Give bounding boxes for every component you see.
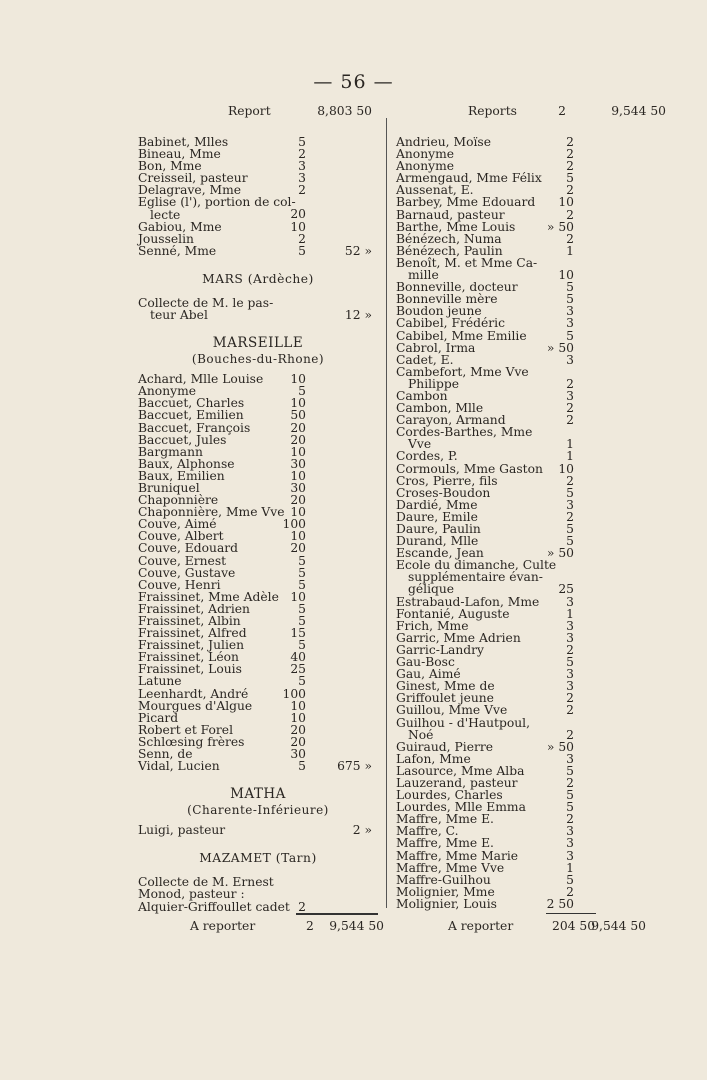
amount: 2 50: [546, 896, 574, 911]
donor-name: Bineau, Mme: [138, 147, 221, 162]
amount: 10: [290, 529, 306, 544]
donor-name: Anonyme: [396, 159, 455, 174]
donor-name: Molignier, Mme: [396, 884, 495, 899]
report-row: [396, 104, 666, 121]
amount: 40: [290, 650, 306, 665]
list-item: [396, 330, 648, 342]
donor-name: Baccuet, Jules: [138, 432, 227, 447]
donor-name: Creisseil, pasteur: [138, 171, 248, 186]
amount: 2: [298, 899, 306, 914]
donor-name-continued: mille: [408, 268, 439, 283]
report-total: 8,803 50: [317, 104, 372, 118]
list-item: [396, 487, 648, 499]
donor-name: Couve, Edouard: [138, 541, 239, 556]
donor-name: Fraissinet, Léon: [138, 650, 239, 665]
amount: 2: [566, 147, 574, 162]
amount: 1: [566, 606, 574, 621]
amount: 2: [566, 812, 574, 827]
footer-left: [138, 919, 384, 939]
donor-name: Maffre, Mme Vve: [396, 860, 505, 875]
list-item: [138, 760, 378, 772]
amount: 2: [566, 183, 574, 198]
amount: 20: [290, 734, 306, 749]
donor-name: Maffre, C.: [396, 824, 459, 839]
donor-name-continued: Noé: [408, 727, 434, 742]
footer-label: A reporter: [190, 919, 256, 933]
donor-name: Couve, Ernest: [138, 553, 227, 568]
donor-name: Maffre, Mme E.: [396, 836, 494, 851]
amount: 20: [290, 432, 306, 447]
donor-name: Latune: [138, 674, 182, 689]
donor-name: Bargmann: [138, 444, 203, 459]
donor-name: Guilhou - d'Hautpoul,: [396, 715, 531, 730]
donor-name: Fraissinet, Mme Adèle: [138, 589, 279, 604]
donor-name: Griffoulet jeune: [396, 691, 494, 706]
amount: 1: [566, 449, 574, 464]
donor-name: Fraissinet, Louis: [138, 662, 242, 677]
donor-name-continued: gélique: [408, 582, 455, 597]
list-item: [396, 221, 648, 233]
donor-name: Baccuet, Emilien: [138, 408, 244, 423]
list-item: [138, 196, 378, 220]
list-item: [396, 608, 648, 620]
amount: 2: [298, 183, 306, 198]
amount: 5: [298, 553, 306, 568]
amount: 2: [566, 691, 574, 706]
footer-label: A reporter: [448, 919, 514, 933]
donor-name: Senn, de: [138, 747, 193, 762]
list-item: [396, 196, 648, 208]
list-item: [396, 704, 648, 716]
donor-name: Maffre, Mme Marie: [396, 848, 519, 863]
list-item: [396, 317, 648, 329]
donor-name: Croses-Boudon: [396, 485, 491, 500]
amount: 2: [566, 884, 574, 899]
right-entries: [396, 136, 648, 910]
donor-name: Cadet, E.: [396, 352, 454, 367]
amount: 10: [290, 444, 306, 459]
list-item: [396, 717, 648, 741]
donor-name: Collecte de M. Ernest: [138, 875, 274, 890]
report-label: Reports: [468, 104, 517, 118]
donor-name: Bon, Mme: [138, 159, 202, 174]
donor-name: Collecte de M. le pas-: [138, 295, 274, 310]
list-item: [138, 888, 378, 900]
donor-name: Senné, Mme: [138, 243, 217, 258]
amount: 5: [298, 243, 306, 258]
report-row: [138, 104, 378, 121]
donor-name: Baux, Alphonse: [138, 456, 235, 471]
amount: 20: [290, 420, 306, 435]
subtotal: 52 »: [344, 243, 372, 258]
list-item: [138, 567, 378, 579]
amount: 10: [290, 710, 306, 725]
donor-name: Maffre-Guilhou: [396, 872, 491, 887]
amount: 10: [290, 589, 306, 604]
amount: 5: [566, 485, 574, 500]
list-item: [396, 596, 648, 608]
list-item: [396, 463, 648, 475]
list-item: [396, 898, 648, 910]
donor-name: Benoît, M. et Mme Ca-: [396, 255, 538, 270]
amount: » 50: [546, 219, 574, 234]
donor-name: Barbey, Mme Edouard: [396, 195, 536, 210]
amount: 50: [290, 408, 306, 423]
donor-name: Jousselin: [138, 231, 194, 246]
donor-name: Gau-Bosc: [396, 655, 455, 670]
amount: 3: [566, 352, 574, 367]
amount: 2: [566, 231, 574, 246]
donor-name-continued: teur Abel: [150, 308, 208, 323]
donor-name: Boudon jeune: [396, 304, 482, 319]
amount: 3: [566, 618, 574, 633]
donor-name: Chaponnière: [138, 493, 219, 508]
donor-name: Lasource, Mme Alba: [396, 763, 525, 778]
list-item: [138, 221, 378, 233]
donor-name: Armengaud, Mme Félix: [396, 171, 542, 186]
amount: 2: [298, 231, 306, 246]
donor-name: Guillou, Mme Vve: [396, 703, 508, 718]
list-item: [396, 354, 648, 366]
donor-name-continued: lecte: [150, 207, 181, 222]
amount: » 50: [546, 739, 574, 754]
donor-name: Cormouls, Mme Gaston: [396, 461, 543, 476]
amount: 25: [290, 662, 306, 677]
donor-name: Delagrave, Mme: [138, 183, 242, 198]
list-item: [396, 209, 648, 221]
list-item: [138, 700, 378, 712]
amount: 3: [566, 824, 574, 839]
amount: 5: [298, 577, 306, 592]
amount: 10: [558, 195, 574, 210]
donor-name: Monod, pasteur :: [138, 887, 245, 902]
list-item: [396, 475, 648, 487]
page-number: — 56 —: [313, 71, 394, 93]
footer-rule: [296, 913, 378, 915]
left-groups: [138, 136, 378, 917]
list-item: [138, 824, 378, 836]
donor-name: Bénézech, Numa: [396, 231, 502, 246]
amount: 5: [298, 384, 306, 399]
list-item: [138, 579, 378, 591]
amount: 5: [298, 135, 306, 149]
donor-name: Couve, Henri: [138, 577, 221, 592]
amount: 3: [566, 679, 574, 694]
donor-name: Daure, Paulin: [396, 522, 481, 536]
donor-name: Cambon, Mlle: [396, 401, 484, 416]
amount: 10: [558, 461, 574, 476]
donor-name: Anonyme: [138, 384, 197, 399]
donor-name: Couve, Aimé: [138, 517, 217, 532]
donor-name: Cros, Pierre, fils: [396, 473, 498, 488]
list-item: [396, 257, 648, 281]
donor-name: Escande, Jean: [396, 546, 484, 561]
donor-name: Bruniquel: [138, 480, 200, 495]
amount: 3: [566, 316, 574, 331]
donor-name: Barthe, Mme Louis: [396, 219, 516, 234]
section-heading: MAZAMET (Tarn): [199, 851, 317, 866]
amount: 1: [566, 860, 574, 875]
list-item: [138, 688, 378, 700]
amount: 5: [566, 292, 574, 307]
amount: 10: [290, 372, 306, 387]
donor-name: Durand, Mlle: [396, 534, 479, 549]
donor-name: Ecole du dimanche, Culte: [396, 558, 557, 573]
donor-name: Bonneville, docteur: [396, 280, 518, 295]
list-item: [138, 245, 378, 257]
donor-name: Gabiou, Mme: [138, 219, 222, 234]
amount: 2: [566, 775, 574, 790]
list-item: [138, 542, 378, 554]
amount: 3: [566, 388, 574, 403]
list-item: [396, 450, 648, 462]
list-item: [396, 850, 648, 862]
amount: 2: [566, 473, 574, 488]
column-divider: [386, 118, 387, 908]
donor-name: Baccuet, François: [138, 420, 251, 435]
amount: 3: [566, 836, 574, 851]
list-item: [396, 559, 648, 595]
donor-name: Cabibel, Mme Emilie: [396, 328, 527, 343]
amount: 5: [566, 788, 574, 803]
donor-name: Lourdes, Charles: [396, 788, 503, 803]
amount: 20: [290, 207, 306, 222]
amount: 10: [290, 468, 306, 483]
donor-name: Baux, Emilien: [138, 468, 225, 483]
amount: 2: [566, 135, 574, 149]
donor-name: Cambefort, Mme Vve: [396, 364, 529, 379]
donor-name: Carayon, Armand: [396, 413, 506, 428]
amount: 25: [558, 582, 574, 597]
amount: 2: [566, 642, 574, 657]
subtotal: 12 »: [344, 307, 372, 322]
donor-name: Fraissinet, Julien: [138, 638, 245, 653]
report-label: Report: [228, 104, 271, 118]
left-column: [138, 104, 378, 917]
section-subheading: (Bouches-du-Rhone): [191, 352, 325, 367]
donor-name: Leenhardt, André: [138, 686, 249, 701]
donor-name: Vidal, Lucien: [138, 759, 220, 774]
amount: 10: [290, 505, 306, 520]
amount: 3: [566, 497, 574, 512]
amount: 2: [566, 159, 574, 174]
donor-name: Fontanié, Auguste: [396, 606, 510, 621]
donor-name: Barnaud, pasteur: [396, 207, 505, 222]
amount: 5: [566, 763, 574, 778]
donor-name: Schlœsing frères: [138, 734, 245, 749]
list-item: [138, 446, 378, 458]
amount: 5: [566, 534, 574, 549]
amount: 5: [566, 655, 574, 670]
amount: 20: [290, 493, 306, 508]
donor-name: Achard, Mlle Louise: [138, 372, 264, 387]
amount: 5: [298, 638, 306, 653]
list-item: [138, 434, 378, 446]
donor-name: Anonyme: [396, 147, 455, 162]
donor-name: Ginest, Mme de: [396, 679, 495, 694]
list-item: [138, 422, 378, 434]
amount: 5: [298, 759, 306, 774]
donor-name: Bonneville mère: [396, 292, 498, 307]
amount: 100: [282, 517, 306, 532]
donor-name: Dardié, Mme: [396, 497, 478, 512]
donor-name: Garric, Mme Adrien: [396, 630, 521, 645]
donor-name: Daure, Emile: [396, 509, 478, 524]
subtotal: 2 »: [352, 823, 372, 838]
amount: 5: [566, 522, 574, 536]
amount: 5: [566, 280, 574, 295]
amount: 10: [290, 698, 306, 713]
donor-name: Cabibel, Frédéric: [396, 316, 505, 331]
subtotal: 675 »: [337, 759, 372, 774]
amount: 3: [566, 667, 574, 682]
section-heading: MATHA: [230, 786, 286, 803]
donor-name: Fraissinet, Alfred: [138, 626, 247, 641]
donor-name: Fraissinet, Adrien: [138, 601, 250, 616]
right-column: [396, 104, 666, 911]
amount: 10: [290, 219, 306, 234]
report-subtotal: 2: [558, 104, 566, 118]
donor-name: Estrabaud-Lafon, Mme: [396, 594, 540, 609]
footer-right: [396, 919, 646, 939]
amount: 30: [290, 480, 306, 495]
amount: 2: [566, 376, 574, 391]
amount: 5: [566, 328, 574, 343]
amount: 20: [290, 541, 306, 556]
section-heading: MARSEILLE: [212, 335, 304, 352]
amount: 5: [566, 800, 574, 815]
amount: 5: [298, 674, 306, 689]
amount: 2: [566, 207, 574, 222]
list-item: [138, 675, 378, 687]
donor-name: Aussenat, E.: [396, 183, 474, 198]
donor-name: Garric-Landry: [396, 642, 484, 657]
amount: 30: [290, 747, 306, 762]
amount: 3: [298, 171, 306, 186]
donor-name: Chaponnière, Mme Vve: [138, 505, 285, 520]
amount: 3: [566, 630, 574, 645]
footer-rule: [546, 913, 596, 914]
amount: 3: [566, 594, 574, 609]
amount: 2: [566, 727, 574, 742]
donor-name: Lauzerand, pasteur: [396, 775, 518, 790]
list-item: [138, 409, 378, 421]
amount: 30: [290, 456, 306, 471]
donor-name-continued: Philippe: [408, 376, 460, 391]
list-item: [396, 874, 648, 886]
amount: 2: [566, 413, 574, 428]
donor-name: Cordes, P.: [396, 449, 458, 464]
amount: 3: [566, 848, 574, 863]
list-item: [396, 837, 648, 849]
amount: 1: [566, 437, 574, 452]
amount: 3: [298, 159, 306, 174]
donor-name: Eglise (l'), portion de col-: [138, 195, 296, 210]
donor-name: Fraissinet, Albin: [138, 614, 241, 628]
donor-name: Andrieu, Moïse: [396, 135, 492, 149]
donor-name: Gau, Aimé: [396, 667, 461, 682]
donor-name: Cabrol, Irma: [396, 340, 476, 355]
amount: 5: [298, 614, 306, 628]
list-item: [396, 862, 648, 874]
report-total: 9,544 50: [611, 104, 666, 118]
amount: 10: [558, 267, 574, 282]
donor-name: Robert et Forel: [138, 722, 234, 737]
footer-subtotal: 2: [306, 919, 314, 933]
amount: 20: [290, 722, 306, 737]
footer-total: 9,544 50: [591, 919, 646, 933]
donor-name: Babinet, Mlles: [138, 135, 229, 149]
donor-name: Cordes-Barthes, Mme: [396, 425, 533, 440]
donor-name: Mourgues d'Algue: [138, 698, 253, 713]
amount: » 50: [546, 546, 574, 561]
donor-name-continued: Vve: [408, 437, 432, 452]
amount: 15: [290, 626, 306, 641]
donor-name: Lourdes, Mlle Emma: [396, 800, 526, 815]
list-item: [396, 426, 648, 450]
footer-subtotal: 204 50: [552, 919, 596, 933]
donor-name: Frich, Mme: [396, 618, 469, 633]
amount: 5: [566, 872, 574, 887]
donor-name: Bénézech, Paulin: [396, 243, 503, 258]
donor-name: Luigi, pasteur: [138, 823, 226, 838]
footer-total: 9,544 50: [329, 919, 384, 933]
section-subheading: (Charente-Inférieure): [187, 803, 329, 818]
amount: 5: [566, 171, 574, 186]
donor-name: Baccuet, Charles: [138, 396, 245, 411]
donor-name: Molignier, Louis: [396, 896, 497, 911]
donor-name: Lafon, Mme: [396, 751, 471, 766]
donor-name: Cambon: [396, 388, 448, 403]
amount: » 50: [546, 340, 574, 355]
amount: 2: [566, 509, 574, 524]
list-item: [396, 741, 648, 753]
amount: 5: [298, 601, 306, 616]
list-item: [396, 366, 648, 390]
list-item: [396, 342, 648, 354]
amount: 100: [282, 686, 306, 701]
donor-name: Couve, Albert: [138, 529, 224, 544]
amount: 1: [566, 243, 574, 258]
list-item: [138, 901, 378, 913]
list-item: [138, 297, 378, 321]
amount: 10: [290, 396, 306, 411]
amount: 2: [566, 703, 574, 718]
amount: 2: [566, 401, 574, 416]
donor-name-continued: supplémentaire évan-: [408, 570, 543, 585]
section-heading: MARS (Ardèche): [202, 271, 314, 286]
donor-name: Guiraud, Pierre: [396, 739, 494, 754]
amount: 5: [298, 565, 306, 580]
donor-name: Alquier-Griffoullet cadet: [138, 899, 290, 914]
donor-name: Picard: [138, 710, 179, 725]
donor-name: Maffre, Mme E.: [396, 812, 494, 827]
amount: 3: [566, 304, 574, 319]
list-item: [138, 555, 378, 567]
amount: 2: [298, 147, 306, 162]
donor-name: Couve, Gustave: [138, 565, 236, 580]
amount: 3: [566, 751, 574, 766]
